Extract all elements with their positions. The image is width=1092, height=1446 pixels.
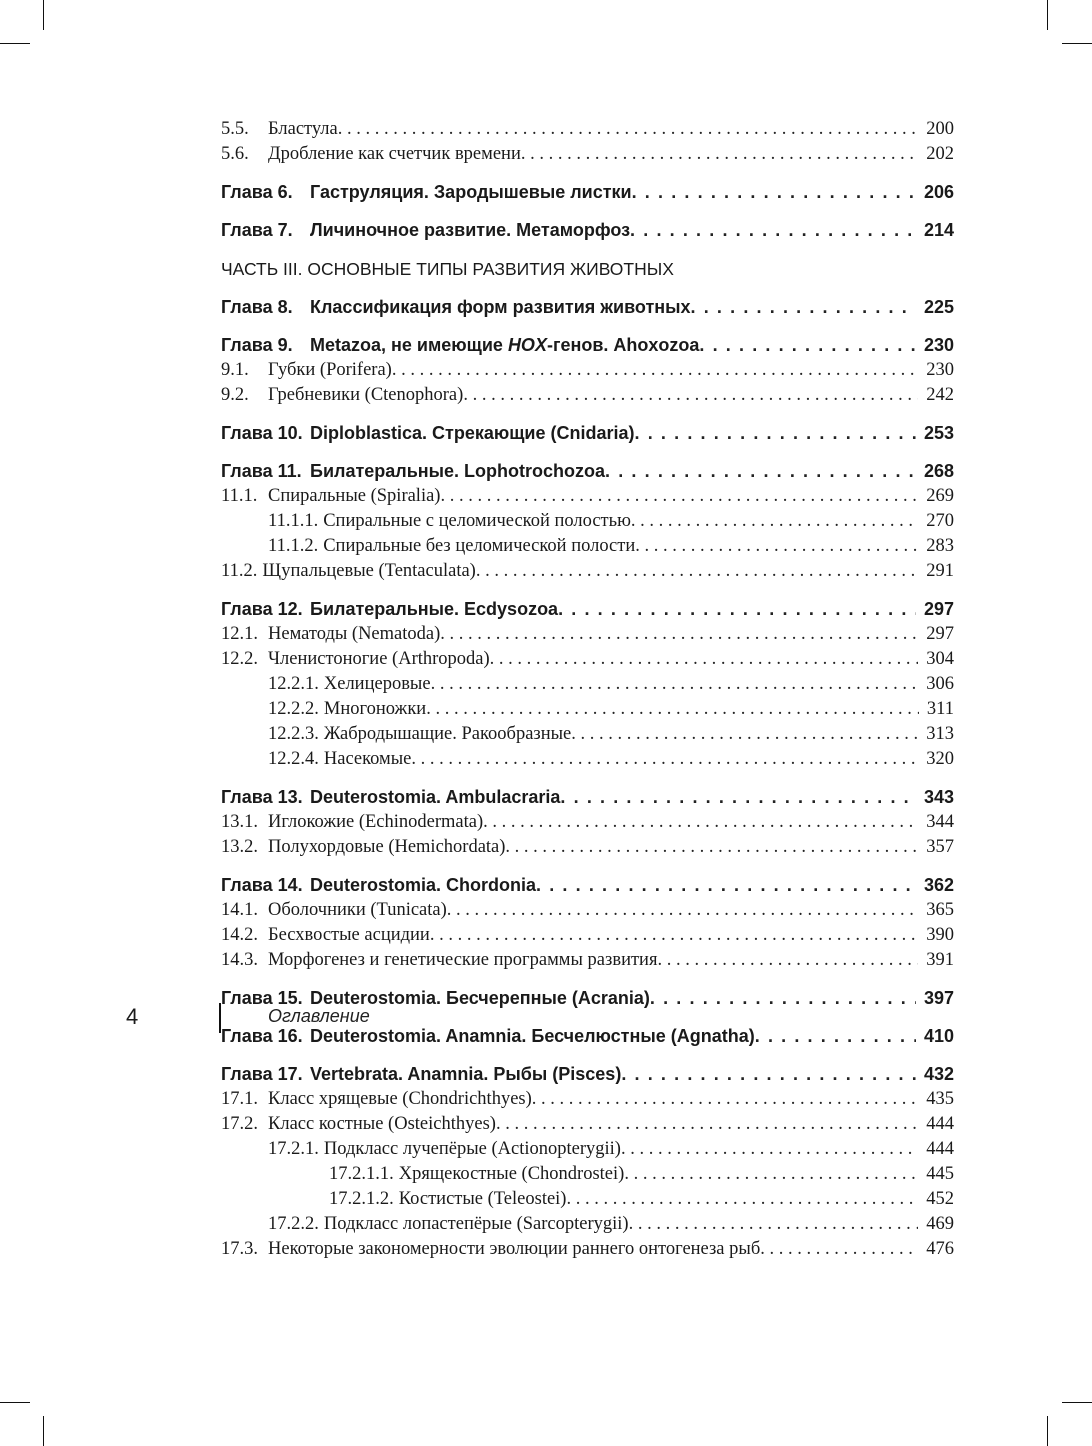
toc-section[interactable]	[221, 358, 954, 383]
toc-chapter[interactable]	[221, 784, 954, 810]
entry-number: Глава 6.	[221, 182, 293, 202]
entry-title: Членистоногие (Arthropoda)	[268, 649, 490, 669]
crop-mark	[1062, 1402, 1092, 1403]
crop-mark	[1062, 43, 1092, 44]
toc-chapter[interactable]	[221, 332, 954, 358]
entry-page-number: 242	[926, 385, 954, 405]
dot-leader	[476, 559, 918, 584]
entry-title: Бластула	[268, 119, 338, 139]
entry-page-number: 469	[926, 1214, 954, 1234]
dot-leader	[691, 294, 916, 320]
toc-chapter[interactable]	[221, 1061, 954, 1087]
entry-page-number: 397	[923, 988, 954, 1008]
toc-section[interactable]	[221, 1087, 954, 1112]
dot-leader	[630, 217, 916, 243]
entry-page-number: 230	[926, 360, 954, 380]
dot-leader	[629, 1212, 919, 1237]
entry-number: 14.3.	[221, 950, 258, 970]
entry-number: 11.1.1.	[268, 511, 319, 531]
entry-page-number: 476	[926, 1239, 954, 1259]
entry-title: Гаструляция. Зародышевые листки	[310, 182, 632, 202]
crop-mark	[0, 43, 30, 44]
toc-chapter[interactable]	[221, 420, 954, 446]
entry-title: Жабродышащие. Ракообразные	[323, 724, 572, 744]
entry-title: Хелицеровые	[323, 674, 431, 694]
entry-number: 17.2.1.	[268, 1139, 319, 1159]
entry-number: 14.1.	[221, 900, 258, 920]
dot-leader	[621, 1061, 916, 1087]
dot-leader	[621, 1137, 918, 1162]
entry-page-number: 283	[926, 536, 954, 556]
entry-title: Классификация форм развития животных	[310, 297, 691, 317]
toc-subsection[interactable]	[221, 509, 954, 534]
dot-leader	[430, 923, 918, 948]
entry-number: Глава 16.	[221, 1026, 303, 1046]
entry-number: 12.2.	[221, 649, 258, 669]
entry-title: Класс хрящевые (Chondrichthyes)	[268, 1089, 532, 1109]
entry-title: Бесхвостые асцидии	[268, 925, 430, 945]
dot-leader	[431, 672, 919, 697]
entry-page-number: 391	[926, 950, 954, 970]
toc-chapter[interactable]	[221, 179, 954, 205]
dot-leader	[338, 117, 918, 142]
entry-number: 5.5.	[221, 119, 249, 139]
toc-section[interactable]	[221, 923, 954, 948]
entry-page-number: 306	[926, 674, 954, 694]
running-title: Оглавление	[268, 1006, 370, 1026]
entry-number: 13.2.	[221, 837, 258, 857]
entry-number: Глава 12.	[221, 599, 303, 619]
entry-page-number: 230	[923, 335, 954, 355]
toc-part-heading	[221, 256, 954, 282]
entry-page-number: 269	[926, 486, 954, 506]
dot-leader	[496, 1112, 918, 1137]
entry-title	[310, 332, 699, 358]
dot-leader	[490, 647, 919, 672]
entry-page-number: 313	[926, 724, 954, 744]
dot-leader	[635, 534, 918, 559]
entry-title: Спиральные (Spiralia)	[268, 486, 441, 506]
entry-title: Щупальцевые (Tentaculata)	[262, 561, 476, 581]
dot-leader	[571, 722, 918, 747]
entry-page-number: 297	[926, 624, 954, 644]
dot-leader	[440, 484, 918, 509]
dot-leader	[755, 1023, 916, 1049]
entry-number: 17.1.	[221, 1089, 258, 1109]
page-number: 4	[126, 1004, 139, 1029]
entry-number: Глава 17.	[221, 1064, 303, 1084]
toc-chapter[interactable]	[221, 872, 954, 898]
toc-subsubsection[interactable]	[221, 1162, 954, 1187]
dot-leader	[624, 1162, 918, 1187]
entry-number: Глава 14.	[221, 875, 303, 895]
entry-title: Подкласс лучепёрые (Actionopterygii)	[323, 1139, 621, 1159]
crop-mark	[43, 0, 44, 30]
toc-subsection[interactable]	[221, 672, 954, 697]
entry-number: 12.2.3.	[268, 724, 319, 744]
dot-leader	[699, 332, 916, 358]
entry-title-part: -генов. Ahoxozoa	[546, 335, 700, 355]
toc-section[interactable]	[221, 810, 954, 835]
entry-page-number: 435	[926, 1089, 954, 1109]
entry-number: 5.6.	[221, 144, 249, 164]
dot-leader	[632, 179, 916, 205]
entry-page-number: 270	[926, 511, 954, 531]
entry-page-number: 253	[923, 423, 954, 443]
entry-title: Дробление как счетчик времени	[268, 144, 521, 164]
entry-title: Deuterostomia. Anamnia. Бесчелюстные (Agnatha)	[310, 1026, 755, 1046]
entry-number: 12.2.2.	[268, 699, 319, 719]
dot-leader	[532, 1087, 918, 1112]
entry-page-number: 225	[923, 297, 954, 317]
toc-chapter[interactable]	[221, 458, 954, 484]
entry-title: Deuterostomia. Chordonia	[310, 875, 537, 895]
entry-title: Некоторые закономерности эволюции раннего онтогенеза рыб	[268, 1239, 761, 1259]
entry-number: Глава 8.	[221, 297, 293, 317]
entry-title: Многоножки	[323, 699, 427, 719]
entry-page-number: 311	[926, 699, 954, 719]
entry-number: 17.2.2.	[268, 1214, 319, 1234]
toc-section[interactable]	[221, 647, 954, 672]
entry-number: 17.2.1.1.	[329, 1164, 394, 1184]
dot-leader	[411, 747, 918, 772]
entry-number: Глава 7.	[221, 220, 293, 240]
entry-number: 9.1.	[221, 360, 249, 380]
entry-page-number: 410	[923, 1026, 954, 1046]
toc-section[interactable]	[221, 117, 954, 142]
part-title: ЧАСТЬ III. ОСНОВНЫЕ ТИПЫ РАЗВИТИЯ ЖИВОТНЫХ	[221, 259, 674, 279]
crop-mark	[1047, 0, 1048, 30]
crop-mark	[43, 1416, 44, 1446]
dot-leader	[505, 835, 918, 860]
entry-page-number: 268	[923, 461, 954, 481]
entry-title: Губки (Porifera)	[268, 360, 392, 380]
entry-number: 11.1.2.	[268, 536, 319, 556]
footer-divider	[219, 1003, 221, 1033]
entry-title: Полухордовые (Hemichordata)	[268, 837, 506, 857]
entry-title: Подкласс лопастепёрые (Sarcopterygii)	[323, 1214, 629, 1234]
entry-page-number: 297	[923, 599, 954, 619]
entry-number: 12.1.	[221, 624, 258, 644]
entry-title: Deuterostomia. Ambulacraria	[310, 787, 561, 807]
toc-subsection[interactable]	[221, 722, 954, 747]
dot-leader	[536, 872, 916, 898]
dot-leader	[447, 898, 918, 923]
entry-number: Глава 9.	[221, 335, 293, 355]
dot-leader	[635, 420, 916, 446]
entry-title: Спиральные без целомической полости	[323, 536, 636, 556]
entry-page-number: 344	[926, 812, 954, 832]
toc-section[interactable]	[221, 142, 954, 167]
entry-number: 9.2.	[221, 385, 249, 405]
toc-section[interactable]	[221, 622, 954, 647]
entry-number: 17.3.	[221, 1239, 258, 1259]
entry-number: Глава 15.	[221, 988, 303, 1008]
entry-number: 11.2.	[221, 561, 258, 581]
entry-number: 12.2.1.	[268, 674, 319, 694]
entry-number: 17.2.	[221, 1114, 258, 1134]
toc-subsection[interactable]	[221, 534, 954, 559]
entry-title: Костистые (Teleostei)	[398, 1189, 567, 1209]
entry-title: Vertebrata. Anamnia. Рыбы (Pisces)	[310, 1064, 622, 1084]
entry-number: Глава 10.	[221, 423, 303, 443]
entry-page-number: 362	[923, 875, 954, 895]
entry-title: Оболочники (Tunicata)	[268, 900, 447, 920]
dot-leader	[463, 383, 918, 408]
toc-section[interactable]	[221, 835, 954, 860]
entry-page-number: 357	[926, 837, 954, 857]
entry-title: Deuterostomia. Бесчерепные (Acrania)	[310, 988, 650, 1008]
entry-title-emphasis: HOX	[507, 335, 547, 355]
dot-leader	[560, 784, 916, 810]
entry-title: Хрящекостные (Chondrostei)	[398, 1164, 625, 1184]
dot-leader	[392, 358, 918, 383]
entry-page-number: 304	[926, 649, 954, 669]
entry-title: Билатеральные. Ecdysozoa	[310, 599, 559, 619]
entry-page-number: 390	[926, 925, 954, 945]
toc-chapter[interactable]	[221, 596, 954, 622]
entry-title: Иглокожие (Echinodermata)	[268, 812, 484, 832]
crop-mark	[0, 1402, 30, 1403]
dot-leader	[657, 948, 918, 973]
entry-page-number: 432	[923, 1064, 954, 1084]
entry-number: Глава 11.	[221, 461, 302, 481]
entry-page-number: 343	[923, 787, 954, 807]
entry-page-number: 444	[926, 1114, 954, 1134]
toc-section[interactable]	[221, 898, 954, 923]
toc-subsection[interactable]	[221, 1212, 954, 1237]
toc-subsection[interactable]	[221, 697, 954, 722]
entry-number: 17.2.1.2.	[329, 1189, 394, 1209]
dot-leader	[631, 509, 918, 534]
toc-subsubsection[interactable]	[221, 1187, 954, 1212]
toc-section[interactable]	[221, 948, 954, 973]
entry-page-number: 214	[923, 220, 954, 240]
crop-mark	[1047, 1416, 1048, 1446]
toc-subsection[interactable]	[221, 1137, 954, 1162]
entry-page-number: 444	[926, 1139, 954, 1159]
entry-number: 14.2.	[221, 925, 258, 945]
entry-page-number: 291	[926, 561, 954, 581]
entry-number: 13.1.	[221, 812, 258, 832]
entry-page-number: 452	[926, 1189, 954, 1209]
dot-leader	[650, 985, 916, 1011]
entry-number: 11.1.	[221, 486, 258, 506]
toc-section[interactable]	[221, 1237, 954, 1262]
toc-subsection[interactable]	[221, 747, 954, 772]
entry-title: Морфогенез и генетические программы развития	[268, 950, 658, 970]
entry-title: Гребневики (Ctenophora)	[268, 385, 464, 405]
dot-leader	[566, 1187, 918, 1212]
entry-page-number: 365	[926, 900, 954, 920]
table-of-contents	[221, 117, 954, 1262]
entry-title: Насекомые	[323, 749, 412, 769]
toc-chapter[interactable]	[221, 294, 954, 320]
entry-number: Глава 13.	[221, 787, 303, 807]
entry-title-part: Metazoa, не имеющие	[310, 335, 508, 355]
toc-section[interactable]	[221, 484, 954, 509]
dot-leader	[605, 458, 916, 484]
dot-leader	[558, 596, 916, 622]
entry-title: Diploblastica. Стрекающие (Cnidaria)	[310, 423, 635, 443]
entry-title: Билатеральные. Lophotrochozoa	[310, 461, 606, 481]
entry-title: Личиночное развитие. Метаморфоз	[310, 220, 631, 240]
dot-leader	[440, 622, 918, 647]
entry-page-number: 445	[926, 1164, 954, 1184]
entry-page-number: 200	[926, 119, 954, 139]
dot-leader	[760, 1237, 918, 1262]
entry-number: 12.2.4.	[268, 749, 319, 769]
toc-section[interactable]	[221, 1112, 954, 1137]
dot-leader	[483, 810, 918, 835]
dot-leader	[521, 142, 918, 167]
toc-section[interactable]	[221, 559, 954, 584]
entry-page-number: 202	[926, 144, 954, 164]
dot-leader	[426, 697, 919, 722]
entry-title: Спиральные с целомической полостью	[323, 511, 631, 531]
entry-page-number: 206	[923, 182, 954, 202]
entry-page-number: 320	[926, 749, 954, 769]
entry-title: Нематоды (Nematoda)	[268, 624, 441, 644]
entry-title: Класс костные (Osteichthyes)	[268, 1114, 496, 1134]
toc-chapter[interactable]	[221, 217, 954, 243]
toc-section[interactable]	[221, 383, 954, 408]
